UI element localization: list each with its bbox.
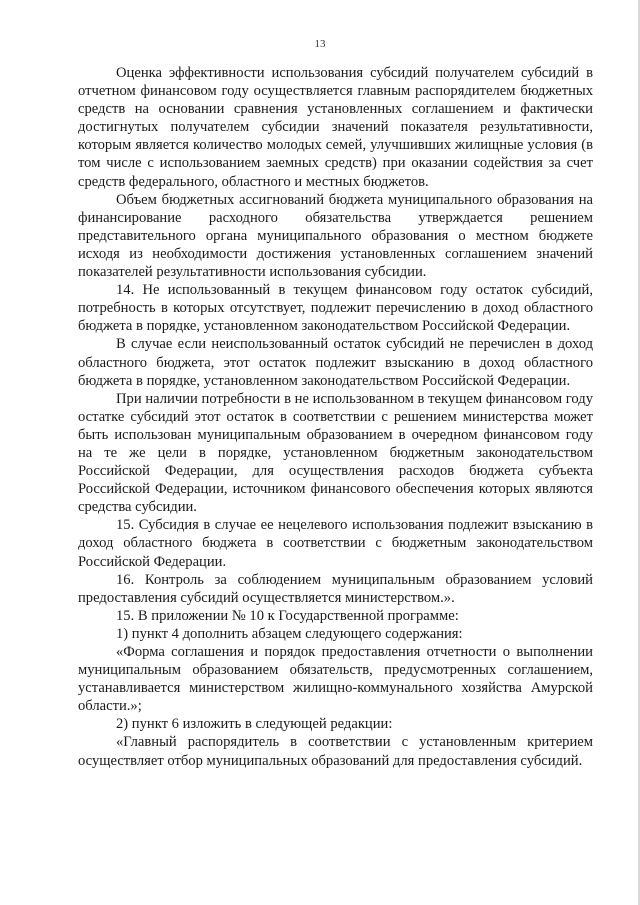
paragraph-item-16: 16. Контроль за соблюдением муниципальным образованием условий предоставления субсидий осуществляется министерством.». <box>78 571 593 606</box>
paragraph-unreturned-balance: В случае если неиспользованный остаток субсидий не перечислен в доход областного бюджета, этот остаток подлежит взысканию в доход областного бюджета в порядке, установленном законодательством Российской Федерации. <box>78 336 593 389</box>
page-number: 13 <box>314 38 326 50</box>
paragraph-subitem-1: 1) пункт 4 дополнить абзацем следующего содержания: <box>116 625 463 642</box>
paragraph-main-distributor: «Главный распорядитель в соответствии с установленным критерием осуществляет отбор муниципальных образований для предоставления субсидий. <box>78 734 593 769</box>
document-body <box>78 64 593 770</box>
paragraph-item-15: 15. Субсидия в случае ее нецелевого использования подлежит взысканию в доход областного бюджета в соответствии с бюджетным законодательством Российской Федерации. <box>78 517 593 570</box>
paragraph-agreement-form: «Форма соглашения и порядок предоставления отчетности о выполнении муниципальным образованием обязательств, предусмотренных соглашением, устанавливается министерством жилищно-коммунального хозяйства Амурской области.»; <box>78 644 593 715</box>
paragraph-balance-reuse: При наличии потребности в не использованном в текущем финансовом году остатке субсидий этот остаток в соответствии с решением министерства может быть использован муниципальным образованием в очередном финансовом году на те же цели в порядке, установленном бюджетным законодательством Российской Федерации, для осуществления расходов бюджета субъекта Российской Федерации, источником финансового обеспечения которых являются средства субсидии. <box>78 390 593 516</box>
paragraph-subitem-2: 2) пункт 6 изложить в следующей редакции: <box>116 716 393 733</box>
paragraph-subsidy-effectiveness: Оценка эффективности использования субсидий получателем субсидий в отчетном финансовом году осуществляется главным распорядителем бюджетных средств на основании сравнения установленных соглашением и фактически достигнутых получателем субсидии значений показателя результативности, которым является количество молодых семей, улучшивших жилищные условия (в том числе с использованием заемных средств) при оказании содействия за счет средств федерального, областного и местных бюджетов. <box>78 65 593 190</box>
paragraph-item-14: 14. Не использованный в текущем финансовом году остаток субсидий, потребность в которых отсутствует, подлежит перечислению в доход областного бюджета в порядке, установленном законодательством Российской Федерации. <box>78 282 593 335</box>
paragraph-appendix-10: 15. В приложении № 10 к Государственной программе: <box>116 607 459 624</box>
paragraph-budget-allocations: Объем бюджетных ассигнований бюджета муниципального образования на финансирование расходного обязательства утверждается решением представительного органа муниципального образования о местном бюджете исходя из необходимости достижения установленных соглашением значений показателей результативности использования субсидии. <box>78 191 593 281</box>
